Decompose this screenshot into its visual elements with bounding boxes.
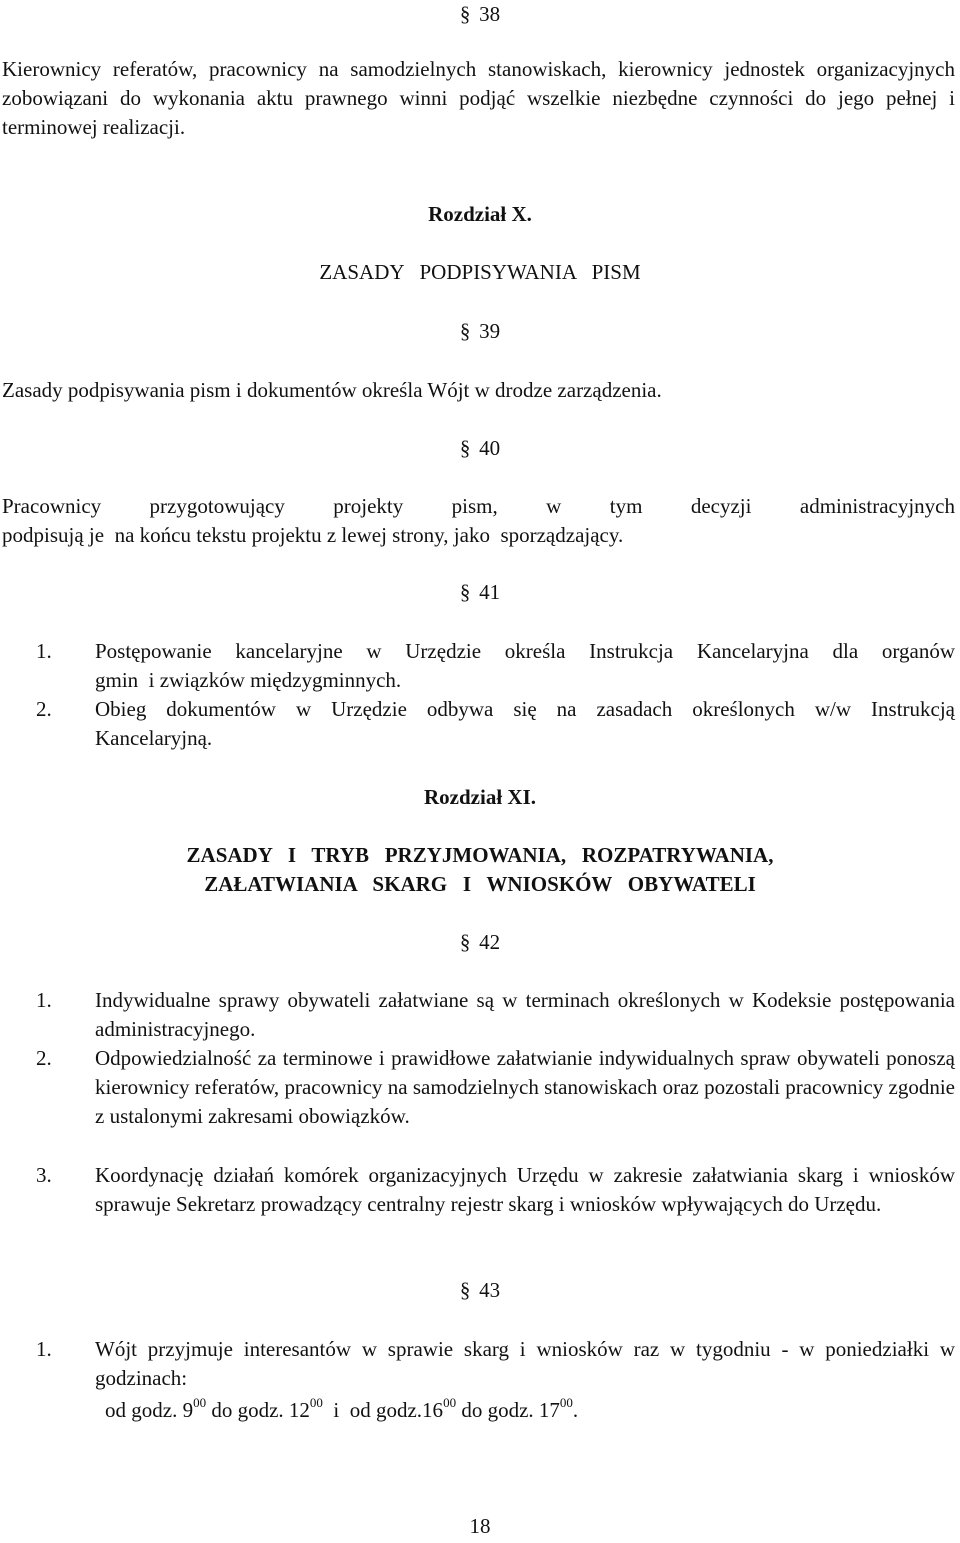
- hours-minutes: 00: [309, 1395, 323, 1410]
- section-mark: §: [459, 2, 471, 26]
- list-item-line: gmin i związków międzygminnych.: [95, 668, 402, 692]
- list-item-text: Indywidualne sprawy obywateli załatwiane są w terminach określonych w Kodeksie postępowania administracyjnego.: [95, 988, 955, 1041]
- list-item-text: Wójt przyjmuje interesantów w sprawie skarg i wniosków raz w tygodniu - w poniedziałki w godzinach:: [95, 1337, 955, 1390]
- list-item-number: 2.: [36, 1046, 52, 1070]
- section-40-heading: [0, 434, 960, 463]
- hours-text: i od godz.16: [322, 1398, 444, 1422]
- section-number: 41: [479, 580, 501, 604]
- section-mark: §: [459, 1278, 471, 1302]
- section-39-heading: [0, 317, 960, 346]
- list-item-text: Koordynację działań komórek organizacyjnych Urzędu w zakresie załatwiania skarg i wniosków sprawuje Sekretarz prowadzący centralny rejestr skarg i wniosków wpływających do Urzędu.: [95, 1163, 955, 1216]
- chapter-11-label: Rozdział XI.: [424, 785, 536, 809]
- section-41-heading: [0, 578, 960, 607]
- section-mark: §: [459, 436, 471, 460]
- section-40-text-line1: Pracownicy przygotowujący projekty pism, w tym decyzji administracyjnych: [2, 494, 955, 518]
- list-item-line: Kancelaryjną.: [95, 726, 213, 750]
- section-mark: §: [459, 930, 471, 954]
- hours-text: do godz. 12: [206, 1398, 310, 1422]
- section-40-text-line2: podpisują je na końcu tekstu projektu z lewej strony, jako sporządzający.: [2, 523, 624, 547]
- list-item-number: 1.: [36, 1337, 52, 1361]
- section-number: 40: [479, 436, 501, 460]
- hours-minutes: 00: [559, 1395, 573, 1410]
- section-42-heading: [0, 928, 960, 957]
- list-item-line: Postępowanie kancelaryjne w Urzędzie określa Instrukcja Kancelaryjna dla organów: [95, 639, 955, 663]
- hours-minutes: 00: [443, 1395, 457, 1410]
- section-number: 38: [479, 2, 501, 26]
- list-item-number: 1.: [36, 639, 52, 663]
- section-mark: §: [459, 319, 471, 343]
- section-number: 42: [479, 930, 501, 954]
- chapter-11-title-line1: ZASADY I TRYB PRZYJMOWANIA, ROZPATRYWANIA,: [186, 843, 774, 867]
- section-43-heading: [0, 1276, 960, 1305]
- hours-text: od godz. 9: [105, 1398, 194, 1422]
- list-item-number: 3.: [36, 1163, 52, 1187]
- list-item-text: Odpowiedzialność za terminowe i prawidłowe załatwianie indywidualnych spraw obywateli ponoszą kierownicy referatów, pracownicy na samodzielnych stanowiskach oraz pozostali pracownicy zgodnie z ustalonymi zakresami obowiązków.: [95, 1046, 955, 1128]
- list-item-number: 2.: [36, 697, 52, 721]
- section-number: 43: [479, 1278, 501, 1302]
- section-39-text: Zasady podpisywania pism i dokumentów określa Wójt w drodze zarządzenia.: [2, 378, 662, 402]
- intro-paragraph: Kierownicy referatów, pracownicy na samodzielnych stanowiskach, kierownicy jednostek organizacyjnych zobowiązani do wykonania aktu prawnego winni podjąć wszelkie niezbędne czynności do jego pełnej i terminowej realizacji.: [2, 57, 955, 139]
- list-item-line: Obieg dokumentów w Urzędzie odbywa się na zasadach określonych w/w Instrukcją: [95, 697, 955, 721]
- list-item-number: 1.: [36, 988, 52, 1012]
- section-number: 39: [479, 319, 501, 343]
- hours-minutes: 00: [193, 1395, 207, 1410]
- section-mark: §: [459, 580, 471, 604]
- chapter-10-title: ZASADY PODPISYWANIA PISM: [319, 260, 641, 284]
- hours-text: .: [572, 1398, 579, 1422]
- hours-text: do godz. 17: [456, 1398, 560, 1422]
- page-number: 18: [469, 1514, 491, 1538]
- chapter-11-title-line2: ZAŁATWIANIA SKARG I WNIOSKÓW OBYWATELI: [204, 872, 756, 896]
- section-38-heading: [0, 0, 960, 29]
- office-hours: [105, 1396, 578, 1425]
- chapter-10-label: Rozdział X.: [428, 202, 532, 226]
